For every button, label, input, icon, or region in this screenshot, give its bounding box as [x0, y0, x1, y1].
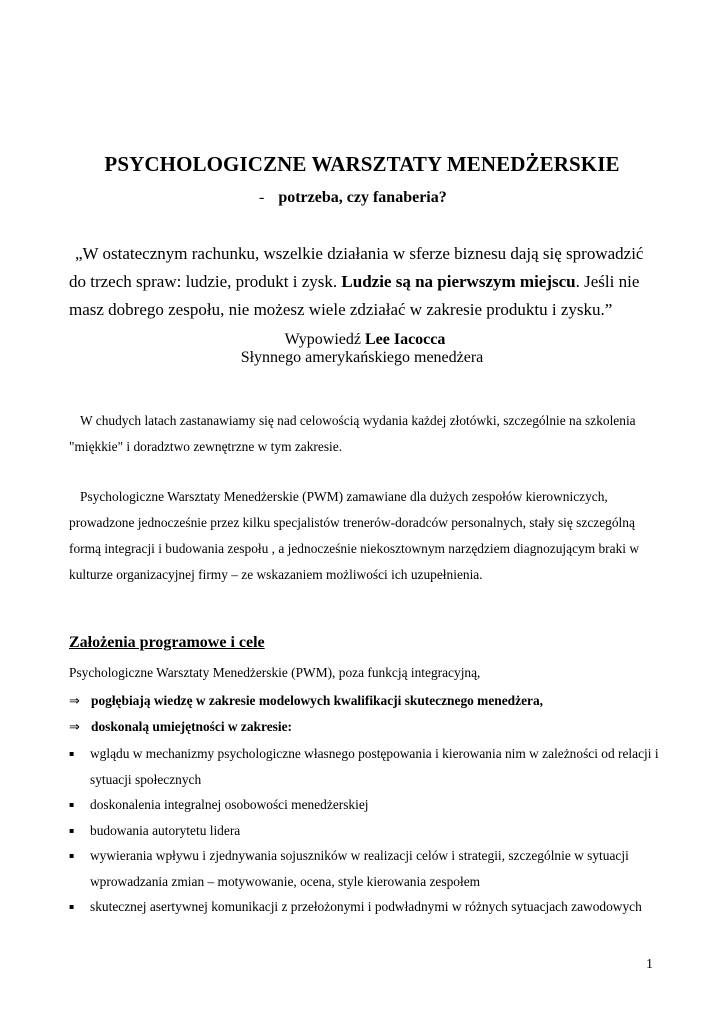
bullet-list-item — [69, 741, 659, 792]
document-title: PSYCHOLOGICZNE WARSZTATY MENEDŻERSKIE — [104, 152, 620, 176]
paragraph-budget — [69, 408, 659, 460]
square-bullet-icon: ▪ — [69, 851, 75, 860]
quote-text-bold: Ludzie są na pierwszym miejscu — [341, 272, 576, 291]
quote-attribution — [0, 331, 724, 367]
subtitle-dash: - — [259, 189, 265, 206]
square-bullet-icon: ▪ — [69, 902, 75, 911]
section-intro: Psychologiczne Warsztaty Menedżerskie (PWM), poza funkcją integracyjną, — [69, 665, 481, 680]
iacocca-quote — [69, 240, 659, 324]
square-bullet-icon: ▪ — [69, 749, 75, 758]
section-heading: Założenia programowe i cele — [69, 634, 265, 651]
attribution-line-1 — [0, 331, 724, 349]
bullet-list-item — [69, 792, 659, 818]
arrow-item-text: pogłębiają wiedzę w zakresie modelowych kwalifikacji skutecznego menedżera, — [91, 693, 543, 708]
arrow-list-item — [69, 690, 543, 713]
arrow-item-text: doskonalą umiejętności w zakresie: — [91, 719, 292, 734]
quote-text-part1: „W ostatecznym rachunku, wszelkie działania w sferze biznesu dają się sprowadzić do trzech spraw: ludzie, produkt i zysk. — [69, 244, 644, 291]
bullet-item-text: skutecznej asertywnej komunikacji z przełożonymi i podwładnymi w różnych sytuacjach zawodowych — [90, 899, 642, 914]
quote-text-part2: . Jeśli nie masz dobrego zespołu, nie możesz wiele zdziałać w zakresie produktu i zysku.” — [69, 272, 640, 319]
attribution-line-2: Słynnego amerykańskiego menedżera — [240, 349, 484, 366]
paragraph-pwm-text: Psychologiczne Warsztaty Menedżerskie (PWM) zamawiane dla dużych zespołów kierowniczych, prowadzone jednocześnie przez kilku specjalistów trenerów-doradców personalnych, stały się szczególną formą integracji i budowania zespołu , a jednocześnie niekosztownym narzędziem diagnozującym braki w kulturze organizacyjnej firmy – ze wskazaniem możliwości ich uzupełnienia. — [69, 489, 640, 582]
bullet-item-text: doskonalenia integralnej osobowości menedżerskiej — [90, 797, 369, 812]
bullet-list-item — [69, 843, 659, 894]
paragraph-budget-text: W chudych latach zastanawiamy się nad celowością wydania każdej złotówki, szczególnie na szkolenia "miękkie" i doradztwo zewnętrzne w tym zakresie. — [69, 413, 636, 454]
attribution-name: Lee Iacocca — [364, 331, 446, 348]
skills-bullet-list — [69, 741, 659, 920]
attribution-prefix: Wypowiedź — [284, 331, 365, 348]
bullet-item-text: wglądu w mechanizmy psychologiczne własnego postępowania i kierowania nim w zależności od relacji i sytuacji społecznych — [90, 746, 659, 787]
right-double-arrow-icon: ⇒ — [69, 720, 80, 735]
bullet-list-item — [69, 894, 659, 920]
square-bullet-icon: ▪ — [69, 825, 75, 835]
paragraph-pwm — [69, 484, 659, 588]
subtitle-text: potrzeba, czy fanaberia? — [278, 189, 447, 206]
right-double-arrow-icon: ⇒ — [69, 694, 80, 709]
bullet-item-text: budowania autorytetu lidera — [90, 822, 241, 838]
bullet-item-text: wywierania wpływu i zjednywania sojuszników w realizacji celów i strategii, szczególnie w sytuacji wprowadzania zmian – motywowanie, ocena, style kierowania zespołem — [90, 848, 629, 889]
page-number: 1 — [646, 957, 653, 972]
square-bullet-icon: ▪ — [69, 800, 75, 809]
document-subtitle — [259, 189, 447, 207]
bullet-list-item — [69, 818, 659, 844]
arrow-list-item — [69, 716, 292, 739]
